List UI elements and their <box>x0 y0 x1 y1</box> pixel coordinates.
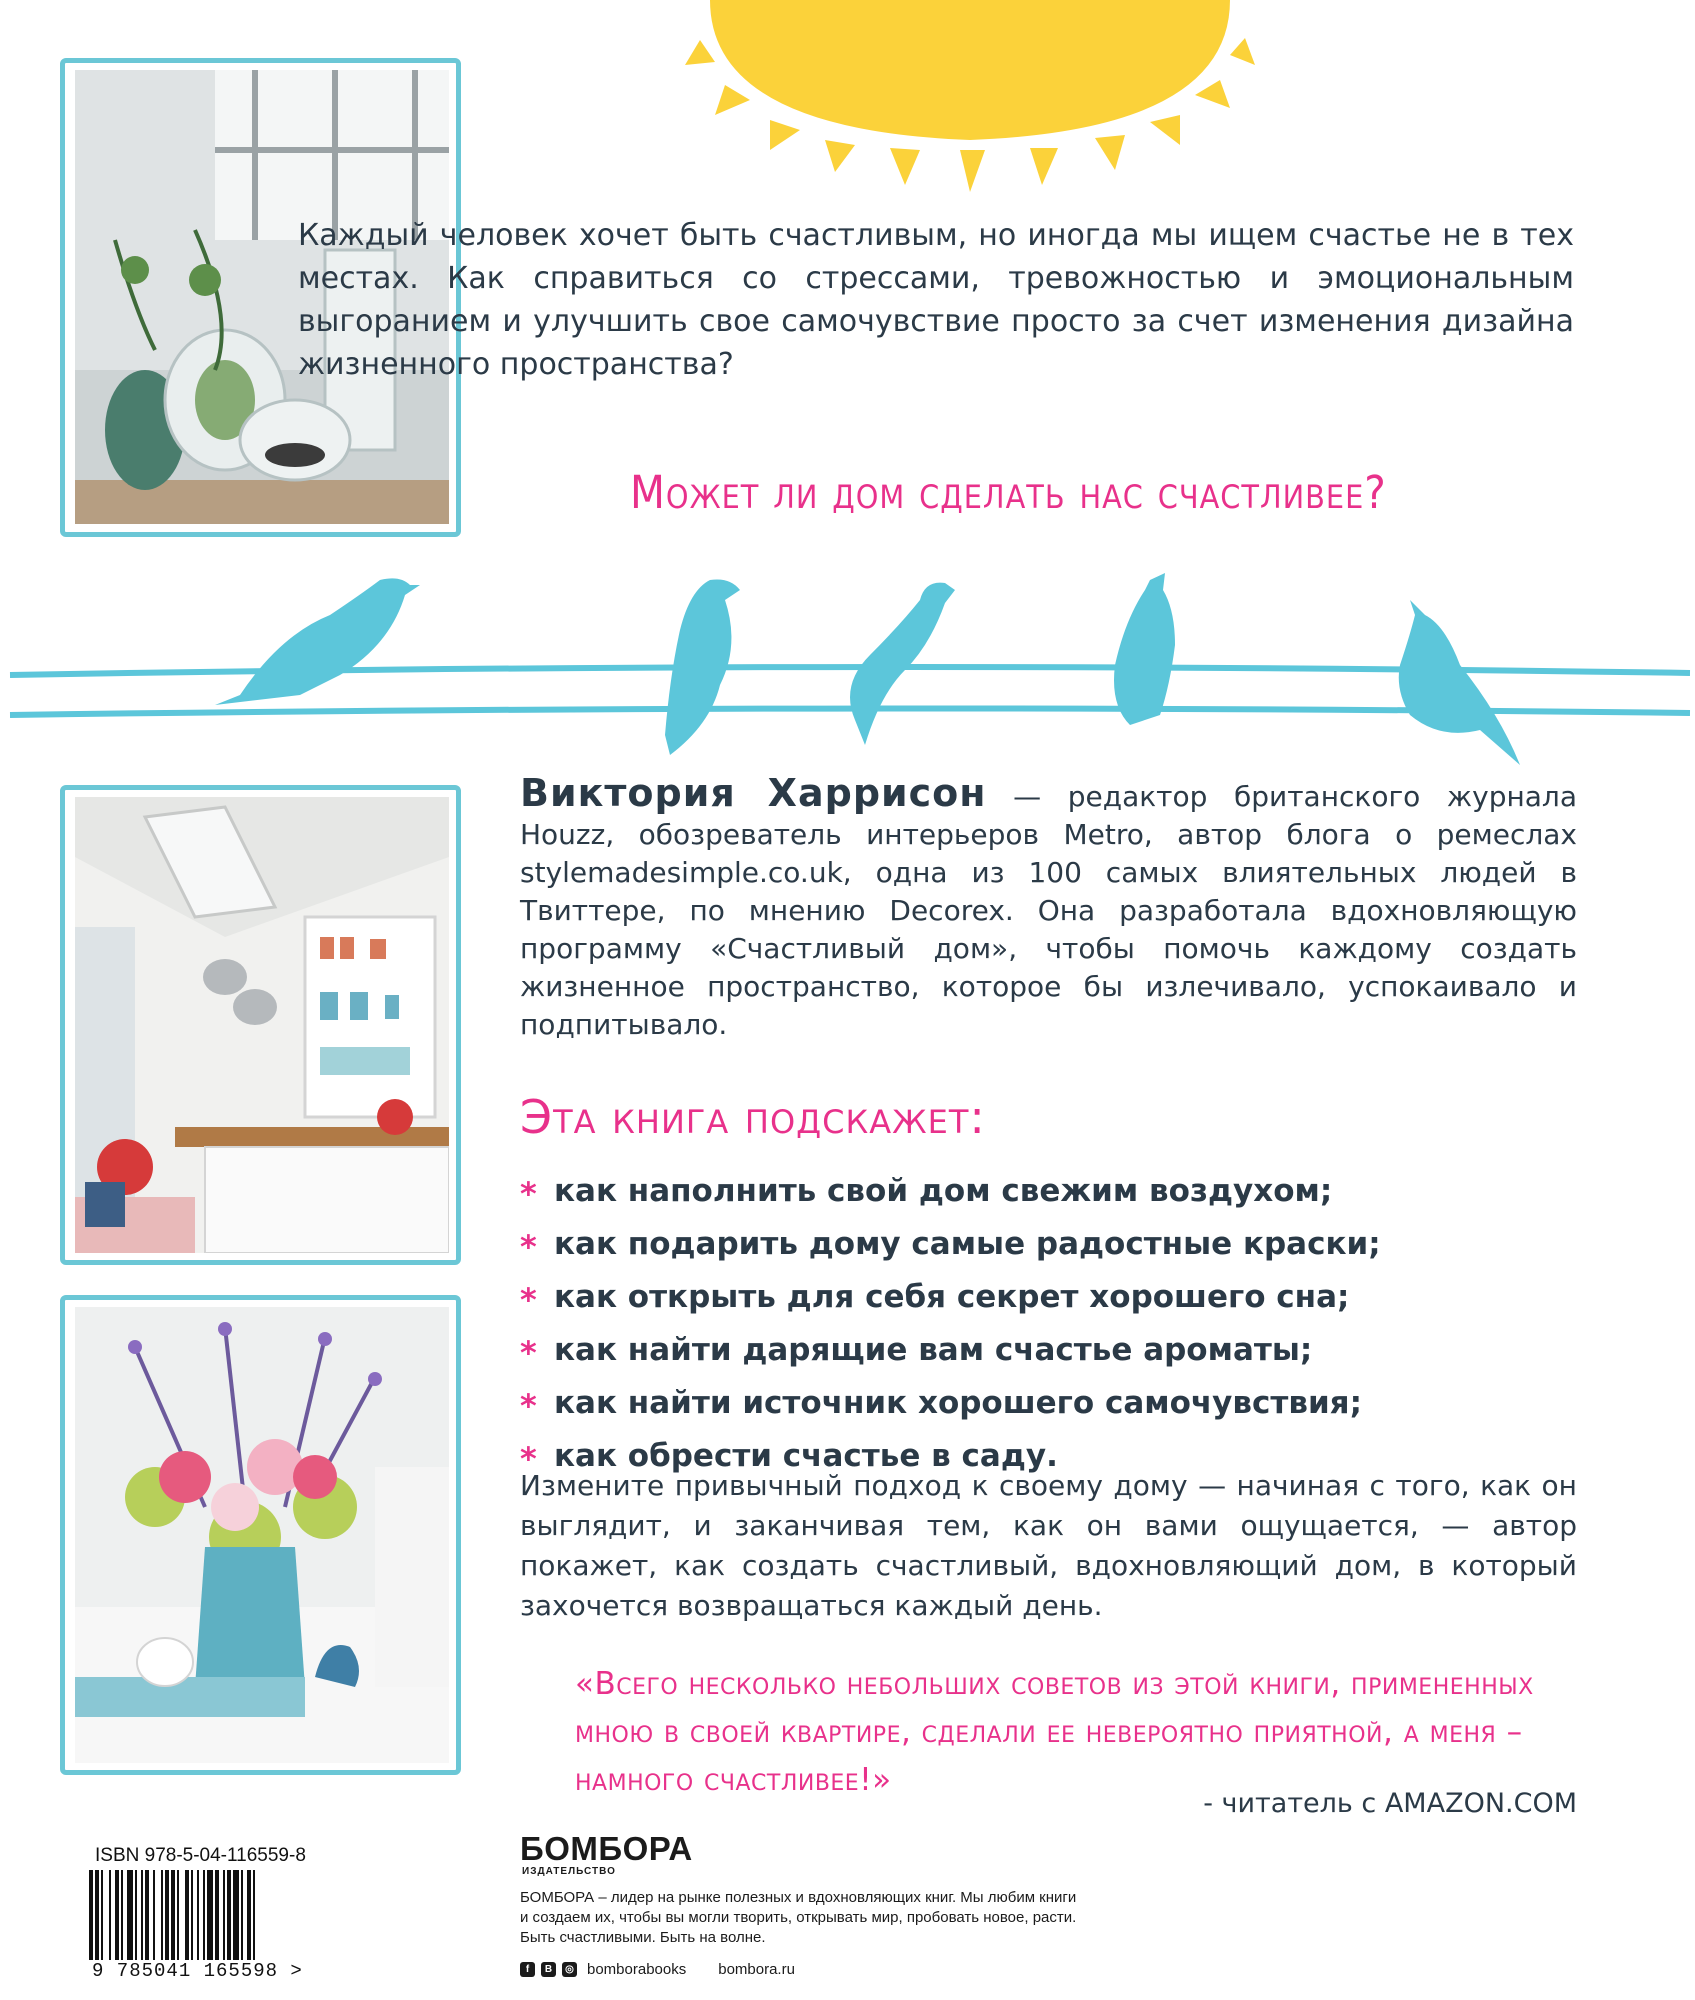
list-item: * как открыть для себя секрет хорошего сна; <box>520 1271 1580 1324</box>
star-bullet-icon: * <box>520 1175 537 1213</box>
list-item: * как найти дарящие вам счастье ароматы; <box>520 1324 1580 1377</box>
facebook-icon: f <box>520 1962 535 1977</box>
author-name: Виктория Харрисон <box>520 771 987 815</box>
kitchen-photo <box>75 797 449 1253</box>
publisher-subtitle: ИЗДАТЕЛЬСТВО <box>522 1866 616 1877</box>
quote-source: - читатель с AMAZON.COM <box>1203 1788 1577 1819</box>
isbn-label: ISBN 978-5-04-116559-8 <box>95 1845 306 1866</box>
vk-icon: В <box>541 1962 556 1977</box>
bird-1-icon <box>215 578 420 705</box>
publisher-description: БОМБОРА – лидер на рынке полезных и вдохновляющих книг. Мы любим книги и создаем их, чтобы вы могли творить, открывать мир, пробовать новое, расти. Быть счастливыми. Быть на волне. <box>520 1889 1077 1946</box>
star-bullet-icon: * <box>520 1440 537 1478</box>
author-bio-text: — редактор британского журнала Houzz, обозреватель интерьеров Metro, автор блога о ремеслах stylemadesimple.co.uk, одна из 100 самых влиятельных людей в Твиттере, по мнению Decorex. Она разработала вдохновляющую программу «Счастливый дом», чтобы помочь каждому создать жизненное пространство, которое бы излечивало, успокаивало и подпитывало. <box>520 780 1577 1041</box>
list-item: * как наполнить свой дом свежим воздухом; <box>520 1165 1580 1218</box>
publisher-website: bombora.ru <box>718 1961 795 1978</box>
publisher-logo: БОМБОРА <box>520 1830 693 1867</box>
birds-on-wire-illustration <box>0 555 1695 785</box>
tips-list <box>520 1165 1580 1483</box>
barcode-image <box>83 1870 313 1965</box>
instagram-icon: ◎ <box>562 1962 577 1977</box>
star-bullet-icon: * <box>520 1387 537 1425</box>
star-bullet-icon: * <box>520 1334 537 1372</box>
barcode-digits: 9 785041 165598 > <box>92 1960 303 1982</box>
author-bio <box>520 771 1577 1044</box>
tips-heading: Эта книга подскажет: <box>520 1090 986 1144</box>
list-item: * как подарить дому самые радостные краски; <box>520 1218 1580 1271</box>
bird-5-icon <box>1399 600 1520 765</box>
list-item: * как обрести счастье в саду. <box>520 1430 1580 1483</box>
bird-4-icon <box>1114 573 1175 725</box>
star-bullet-icon: * <box>520 1228 537 1266</box>
intro-paragraph: Каждый человек хочет быть счастливым, но иногда мы ищем счастье не в тех местах. Как справиться со стрессами, тревожностью и эмоциональным выгоранием и улучшить свое самочувствие просто за счет изменения дизайна жизненного пространства? <box>298 218 1574 382</box>
social-links <box>520 1961 795 1978</box>
reader-quote: «Всего несколько небольших советов из этой книги, примененных мною в своей квартире, сделали ее невероятно приятной, а меня – намного счастливее!» <box>575 1666 1534 1798</box>
star-bullet-icon: * <box>520 1281 537 1319</box>
bird-3-icon <box>850 583 955 745</box>
flowers-photo <box>75 1307 449 1763</box>
closing-paragraph: Измените привычный подход к своему дому — начиная с того, как он выглядит, и заканчивая тем, как он вами ощущается, — автор покажет, как создать счастливый, вдохновляющий дом, в который захочется возвращаться каждый день. <box>520 1469 1577 1622</box>
list-item: * как найти источник хорошего самочувствия; <box>520 1377 1580 1430</box>
question-heading: Может ли дом сделать нас счастливее? <box>630 466 1387 519</box>
social-handle: bomborabooks <box>587 1961 687 1978</box>
sun-illustration <box>640 0 1300 200</box>
